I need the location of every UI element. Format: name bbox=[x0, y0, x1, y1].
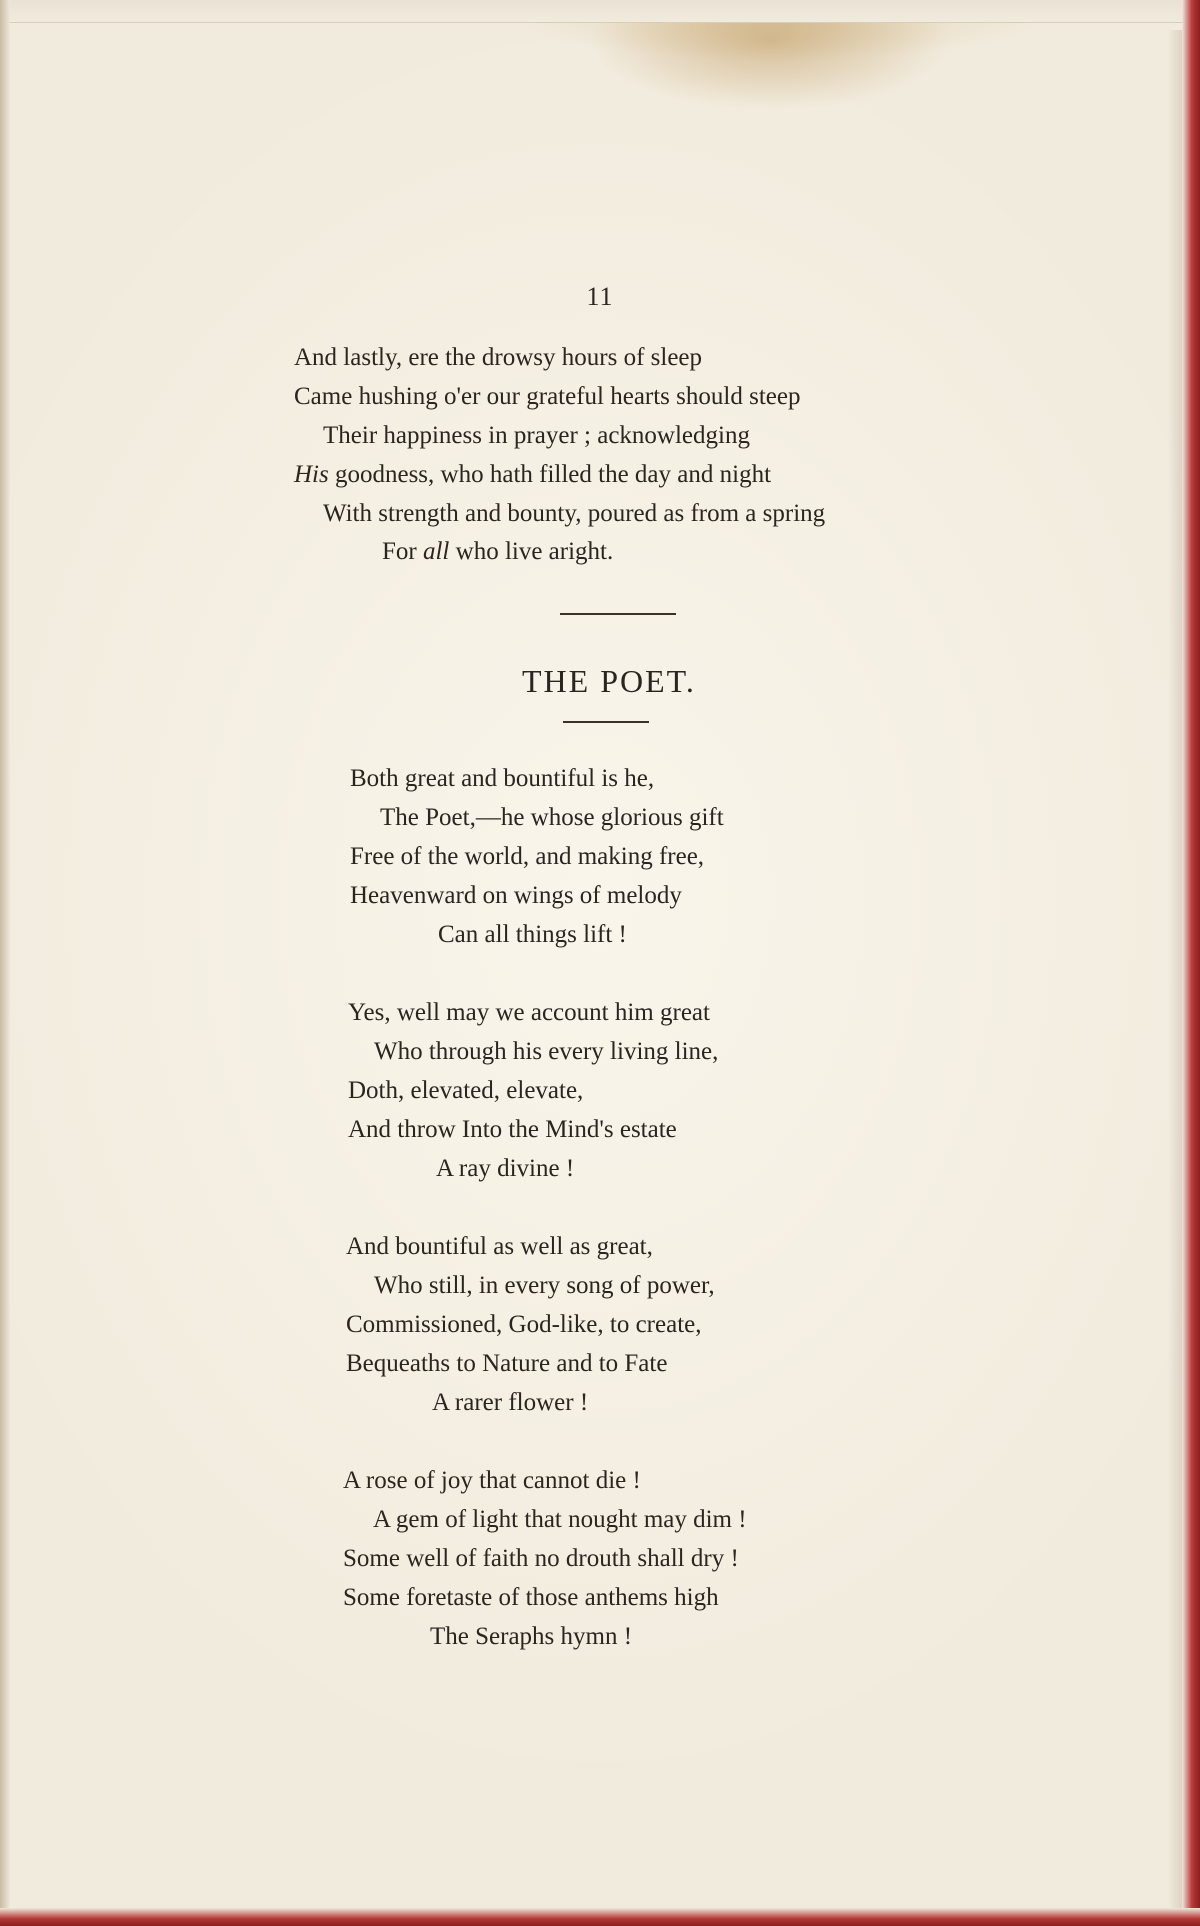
verse-line: Came hushing o'er our grateful hearts should steep bbox=[294, 383, 801, 410]
verse-line: Yes, well may we account him great bbox=[348, 999, 710, 1026]
page-top-edge bbox=[0, 0, 1200, 23]
poem-title: THE POET. bbox=[522, 663, 696, 699]
verse-line: Who through his every living line, bbox=[374, 1038, 719, 1065]
verse-line: Can all things lift ! bbox=[438, 921, 627, 948]
verse-line: Commissioned, God-like, to create, bbox=[346, 1311, 702, 1338]
verse-line: Heavenward on wings of melody bbox=[350, 882, 682, 909]
verse-line-text: who live aright. bbox=[449, 538, 614, 565]
verse-line: Bequeaths to Nature and to Fate bbox=[346, 1350, 668, 1377]
verse-line: A rose of joy that cannot die ! bbox=[343, 1467, 641, 1494]
verse-line bbox=[294, 460, 771, 490]
page-left-edge bbox=[0, 0, 10, 1926]
verse-line: The Seraphs hymn ! bbox=[430, 1623, 633, 1650]
red-bottom-edge bbox=[0, 1908, 1200, 1926]
page-fold-shadow bbox=[1168, 30, 1182, 1910]
verse-line: Their happiness in prayer ; acknowledging bbox=[323, 422, 750, 449]
verse-line: And bountiful as well as great, bbox=[346, 1233, 653, 1260]
verse-line: A gem of light that nought may dim ! bbox=[373, 1506, 747, 1533]
title-underline-rule bbox=[563, 721, 649, 723]
verse-line: And throw Into the Mind's estate bbox=[348, 1116, 677, 1143]
verse-line: Both great and bountiful is he, bbox=[350, 765, 655, 792]
verse-line: Who still, in every song of power, bbox=[374, 1272, 715, 1299]
verse-line-text: For bbox=[382, 538, 423, 565]
verse-line: A ray divine ! bbox=[436, 1155, 575, 1182]
verse-line: A rarer flower ! bbox=[432, 1389, 589, 1416]
emphasized-word: all bbox=[422, 538, 450, 565]
verse-line: With strength and bounty, poured as from a spring bbox=[323, 500, 826, 527]
red-binding-edge bbox=[1182, 0, 1200, 1926]
verse-line: And lastly, ere the drowsy hours of sleep bbox=[294, 344, 703, 371]
section-divider-rule bbox=[560, 613, 676, 615]
verse-line: Doth, elevated, elevate, bbox=[348, 1077, 584, 1104]
verse-line: Some well of faith no drouth shall dry ! bbox=[343, 1545, 739, 1572]
verse-line bbox=[382, 537, 613, 567]
verse-line-text: goodness, who hath filled the day and night bbox=[328, 461, 772, 488]
verse-line: Free of the world, and making free, bbox=[350, 843, 705, 870]
verse-line: Some foretaste of those anthems high bbox=[343, 1584, 719, 1611]
verse-line: The Poet,—he whose glorious gift bbox=[380, 804, 724, 831]
emphasized-word: His bbox=[294, 461, 329, 488]
page-number: 11 bbox=[586, 282, 614, 311]
